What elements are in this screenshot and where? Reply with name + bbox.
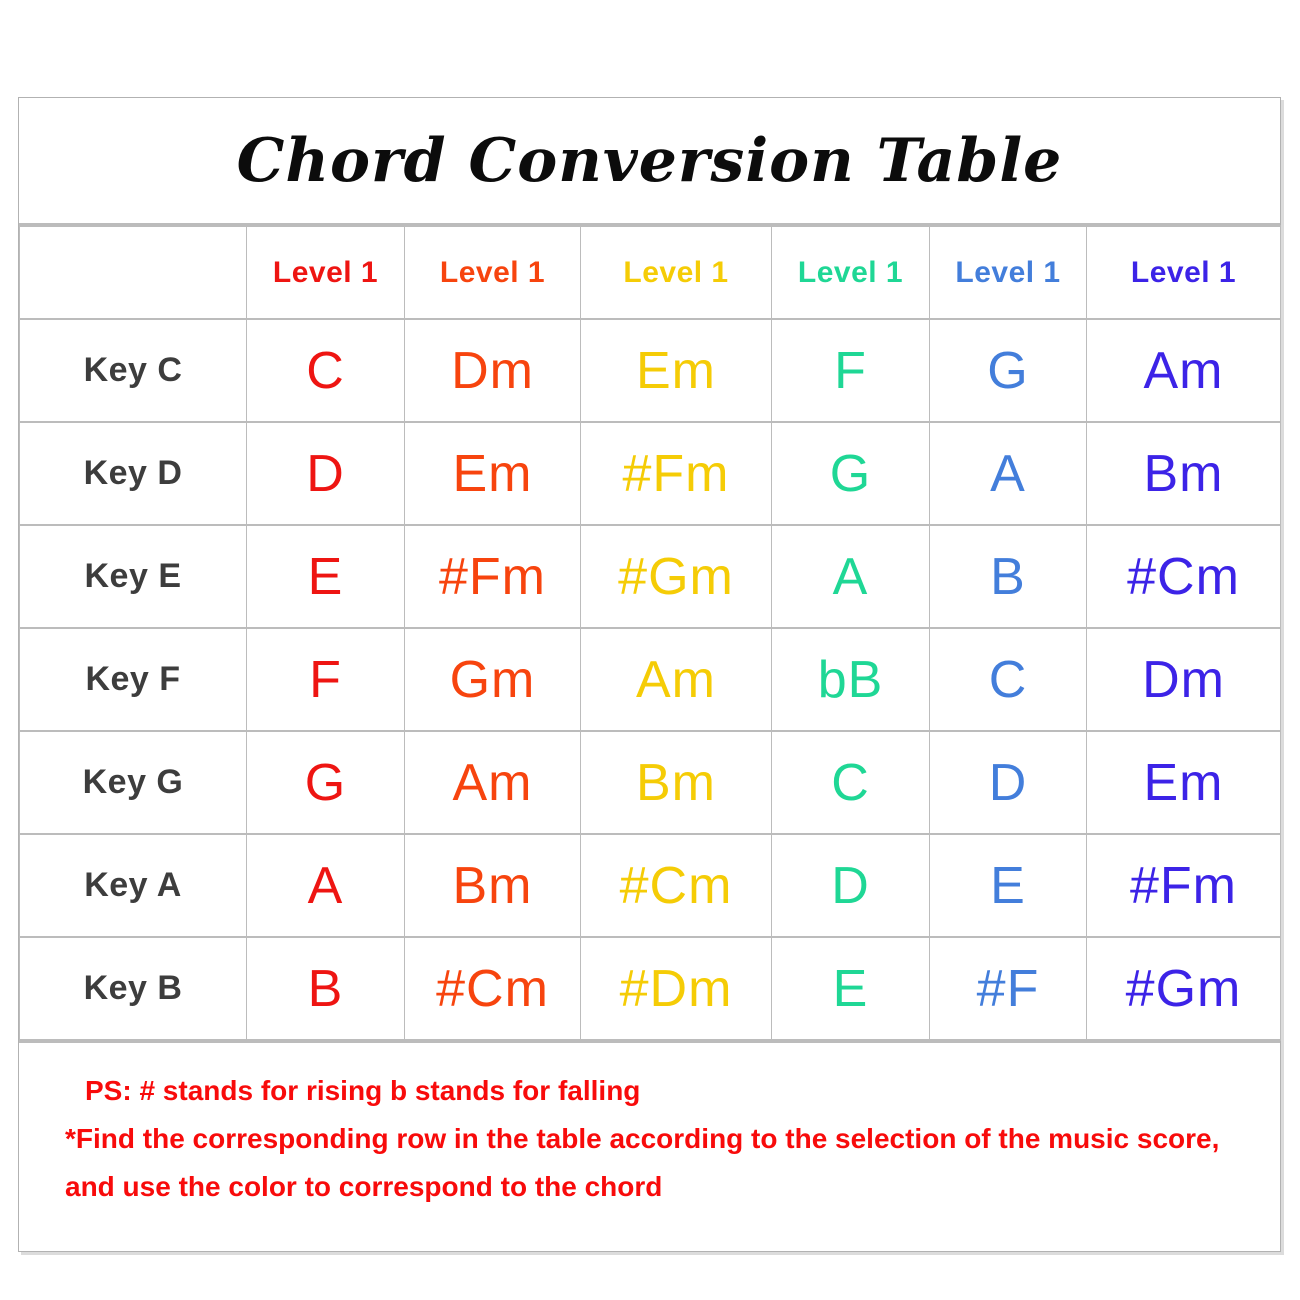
chord-cell: Bm	[581, 731, 772, 834]
chord-cell: #F	[930, 937, 1087, 1040]
footnotes	[19, 1041, 1280, 1251]
chord-cell: #Fm	[1087, 834, 1281, 937]
column-header-6: Level 1	[1087, 226, 1281, 319]
row-key-label: Key G	[20, 731, 247, 834]
chord-cell: Em	[1087, 731, 1281, 834]
row-key-label: Key F	[20, 628, 247, 731]
footnote-line-3: and use the color to correspond to the chord	[65, 1171, 663, 1202]
chord-cell: B	[247, 937, 405, 1040]
chord-cell: C	[930, 628, 1087, 731]
chord-cell: D	[772, 834, 930, 937]
chord-cell: #Cm	[1087, 525, 1281, 628]
chord-cell: #Gm	[1087, 937, 1281, 1040]
row-key-label: Key B	[20, 937, 247, 1040]
column-header-2: Level 1	[405, 226, 581, 319]
chord-cell: G	[772, 422, 930, 525]
table-row-key-b	[20, 937, 1281, 1040]
chord-cell: A	[772, 525, 930, 628]
chord-cell: Em	[405, 422, 581, 525]
title-row	[19, 98, 1280, 225]
chord-cell: D	[247, 422, 405, 525]
table-row-key-e	[20, 525, 1281, 628]
chord-cell: Am	[405, 731, 581, 834]
chord-cell: B	[930, 525, 1087, 628]
footnote-line-2: *Find the corresponding row in the table according to the selection of the music score,	[65, 1123, 1220, 1154]
row-key-label: Key E	[20, 525, 247, 628]
table-row-key-a	[20, 834, 1281, 937]
chord-cell: D	[930, 731, 1087, 834]
chord-cell: C	[772, 731, 930, 834]
chord-cell: F	[247, 628, 405, 731]
chord-cell: Gm	[405, 628, 581, 731]
chord-cell: #Fm	[405, 525, 581, 628]
chord-cell: bB	[772, 628, 930, 731]
row-key-label: Key A	[20, 834, 247, 937]
chord-cell: #Fm	[581, 422, 772, 525]
chord-table	[19, 225, 1281, 1041]
chord-cell: Dm	[405, 319, 581, 422]
corner-cell	[20, 226, 247, 319]
chord-conversion-sheet	[18, 97, 1281, 1252]
chord-cell: G	[247, 731, 405, 834]
chord-cell: Am	[581, 628, 772, 731]
chord-cell: F	[772, 319, 930, 422]
chord-cell: A	[247, 834, 405, 937]
row-key-label: Key D	[20, 422, 247, 525]
column-header-5: Level 1	[930, 226, 1087, 319]
chord-cell: G	[930, 319, 1087, 422]
chord-cell: Bm	[1087, 422, 1281, 525]
column-header-1: Level 1	[247, 226, 405, 319]
table-row-key-d	[20, 422, 1281, 525]
table-row-key-g	[20, 731, 1281, 834]
chord-cell: Am	[1087, 319, 1281, 422]
table-row-key-c	[20, 319, 1281, 422]
chord-cell: #Dm	[581, 937, 772, 1040]
chord-cell: #Gm	[581, 525, 772, 628]
table-row-key-f	[20, 628, 1281, 731]
chord-cell: E	[772, 937, 930, 1040]
chord-cell: E	[247, 525, 405, 628]
header-row	[20, 226, 1281, 319]
chord-cell: Bm	[405, 834, 581, 937]
column-header-3: Level 1	[581, 226, 772, 319]
footnote-line-1: PS: # stands for rising b stands for falling	[85, 1075, 641, 1106]
chord-cell: C	[247, 319, 405, 422]
page-title: Chord Conversion Table	[236, 125, 1063, 196]
chord-cell: #Cm	[405, 937, 581, 1040]
chord-cell: E	[930, 834, 1087, 937]
column-header-4: Level 1	[772, 226, 930, 319]
chord-cell: #Cm	[581, 834, 772, 937]
chord-cell: A	[930, 422, 1087, 525]
row-key-label: Key C	[20, 319, 247, 422]
chord-cell: Em	[581, 319, 772, 422]
chord-cell: Dm	[1087, 628, 1281, 731]
